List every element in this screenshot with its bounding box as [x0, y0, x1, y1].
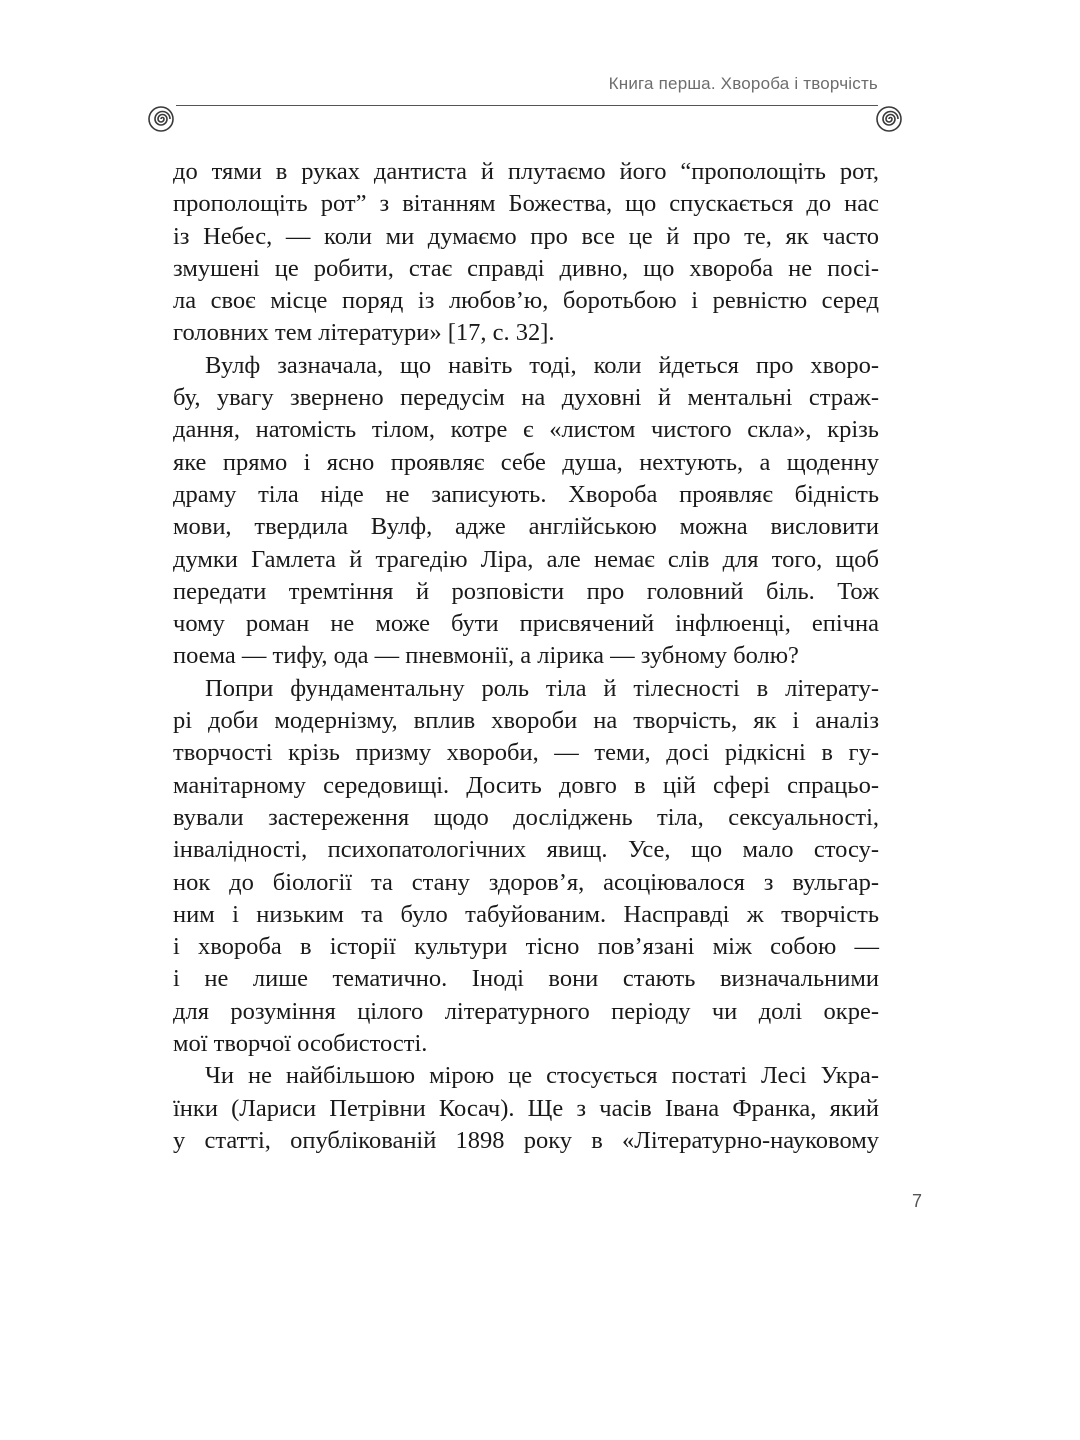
text-line: Попри фундаментальну роль тіла й тілесності в літерату-: [205, 674, 879, 702]
text-line: чому роман не може бути присвячений інфлюенці, епічна: [173, 610, 879, 638]
text-line: інвалідності, психопатологічних явищ. Усе, що мало стосу-: [173, 836, 879, 864]
text-line: для розуміння цілого літературного періоду чи долі окре-: [173, 997, 879, 1025]
text-line: передати тремтіння й розповісти про головний біль. Тож: [173, 577, 879, 605]
body-text: [173, 156, 879, 1157]
text-line: думки Гамлета й трагедію Ліра, але немає слів для того, щоб: [173, 545, 879, 573]
text-line: ла своє місце поряд із любов’ю, боротьбою і ревністю серед: [173, 287, 879, 315]
running-header: Книга перша. Хвороба і творчість: [608, 74, 878, 93]
page-number: 7: [912, 1191, 923, 1211]
text-line: дання, натомість тілом, котре є «листом чистого скла», крізь: [173, 416, 879, 444]
text-line: ним і низьким та було табуйованим. Насправді ж творчість: [173, 900, 879, 928]
text-line: манітарному середовищі. Досить довго в цій сфері спрацьо-: [173, 771, 879, 799]
text-line: нок до біології та стану здоров’я, асоціювалося з вульгар-: [173, 868, 879, 896]
text-line: яке прямо і ясно проявляє себе душа, нехтують, а щоденну: [173, 448, 879, 476]
text-line: Вулф зазначала, що навіть тоді, коли йдеться про хворо-: [205, 351, 879, 379]
text-line: прополощіть рот” з вітанням Божества, що спускається до нас: [173, 190, 879, 218]
text-line: і не лише тематично. Іноді вони стають визначальними: [173, 965, 879, 993]
text-line: вували застереження щодо досліджень тіла, сексуальності,: [173, 803, 879, 831]
text-line: мови, твердила Вулф, адже англійською можна висловити: [173, 513, 879, 541]
text-line: мої творчої особистості.: [173, 1030, 428, 1058]
text-line: поема — тифу, ода — пневмонії, а лірика — зубному болю?: [173, 642, 799, 670]
text-line: бу, увагу звернено передусім на духовні й ментальні страж-: [173, 384, 879, 412]
text-line: Чи не найбільшою мірою це стосується постаті Лесі Укра-: [205, 1062, 879, 1090]
header-rule: [176, 105, 878, 106]
text-line: із Небес, — коли ми думаємо про все це й про те, як часто: [173, 222, 879, 250]
text-line: і хвороба в історії культури тісно пов’язані між собою —: [173, 933, 879, 961]
spiral-icon: [874, 104, 904, 134]
text-line: змушені це робити, стає справді дивно, що хвороба не посі-: [173, 254, 879, 282]
text-line: до тями в руках дантиста й плутаємо його “прополощіть рот,: [173, 158, 879, 185]
text-line: творчості крізь призму хвороби, — теми, досі рідкісні в гу-: [173, 739, 879, 767]
text-line: у статті, опублікованій 1898 року в «Літературно-науковому: [173, 1126, 879, 1154]
text-line: драму тіла ніде не записують. Хвороба проявляє бідність: [173, 480, 879, 508]
spiral-icon: [146, 104, 176, 134]
text-line: рі доби модернізму, вплив хвороби на творчість, як і аналіз: [173, 707, 879, 735]
text-line: головних тем літератури» [17, с. 32].: [173, 319, 555, 347]
text-line: їнки (Лариси Петрівни Косач). Ще з часів Івана Франка, який: [173, 1094, 879, 1122]
